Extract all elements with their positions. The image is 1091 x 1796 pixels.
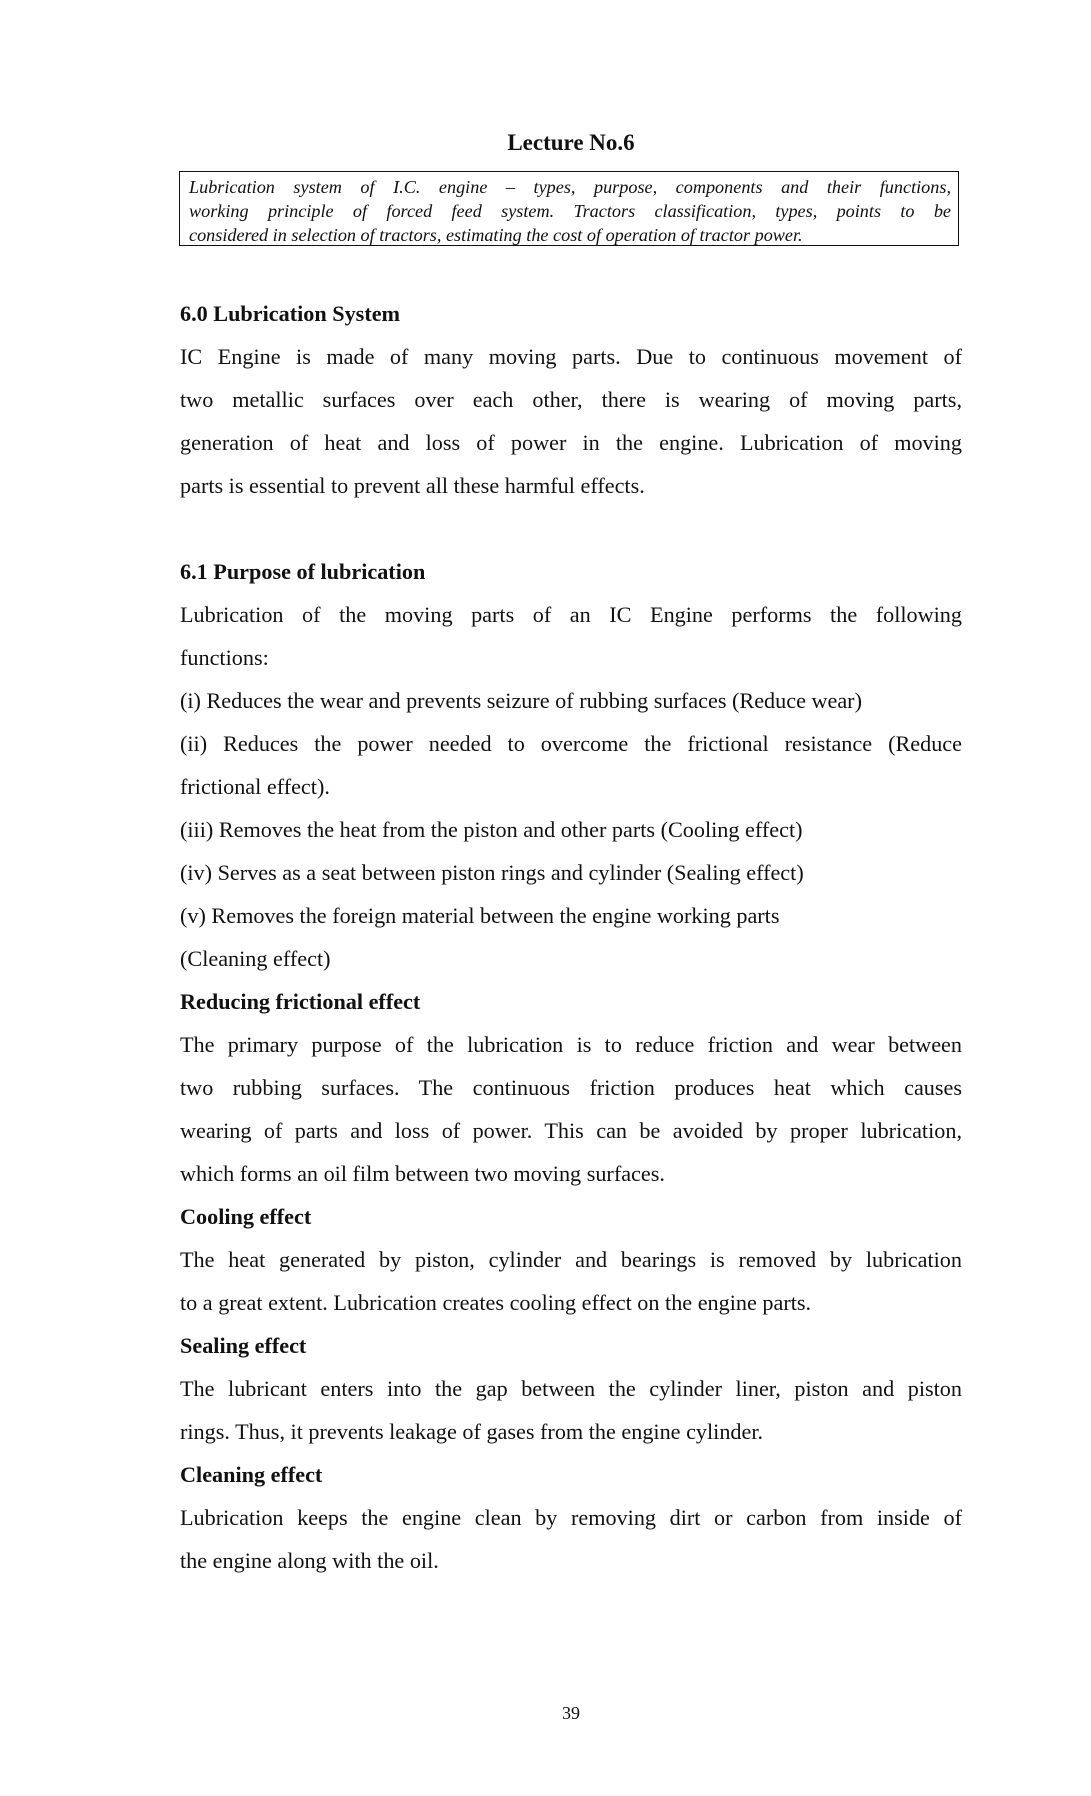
paragraph [180, 1367, 962, 1453]
paragraph-line: The heat generated by piston, cylinder and bearings is removed by lubrication [180, 1247, 962, 1272]
paragraph-line: functions: [180, 645, 269, 670]
paragraph-line: to a great extent. Lubrication creates cooling effect on the engine parts. [180, 1290, 812, 1315]
summary-line: considered in selection of tractors, estimating the cost of operation of tractor power. [189, 225, 803, 245]
paragraph [180, 1496, 962, 1582]
paragraph-line: parts is essential to prevent all these harmful effects. [180, 473, 645, 498]
section-purpose-of-lubrication [180, 550, 962, 980]
list-item [180, 679, 962, 722]
paragraph-line: two rubbing surfaces. The continuous friction produces heat which causes [180, 1075, 962, 1100]
paragraph [180, 335, 962, 507]
paragraph-line: generation of heat and loss of power in the engine. Lubrication of moving [180, 430, 962, 455]
summary-line: working principle of forced feed system. Tractors classification, types, points to be [189, 201, 951, 221]
list-item [180, 851, 962, 894]
paragraph-line: The primary purpose of the lubrication is to reduce friction and wear between [180, 1032, 962, 1057]
list-item-line: (i) Reduces the wear and prevents seizure of rubbing surfaces (Reduce wear) [180, 688, 862, 713]
list-item-line: (iii) Removes the heat from the piston and other parts (Cooling effect) [180, 817, 803, 842]
paragraph-line: The lubricant enters into the gap between the cylinder liner, piston and piston [180, 1376, 962, 1401]
lecture-title: Lecture No.6 [507, 130, 635, 155]
paragraph [180, 1023, 962, 1195]
paragraph-line: rings. Thus, it prevents leakage of gases from the engine cylinder. [180, 1419, 764, 1444]
paragraph-line: Lubrication keeps the engine clean by removing dirt or carbon from inside of [180, 1505, 962, 1530]
subsection-heading: Reducing frictional effect [180, 989, 421, 1014]
paragraph-line: Lubrication of the moving parts of an IC Engine performs the following [180, 602, 962, 627]
spacer [180, 507, 962, 550]
subsection-cleaning-effect [180, 1453, 962, 1582]
subsection-heading: Sealing effect [180, 1333, 307, 1358]
section-lubrication-system [180, 292, 962, 507]
subsection-heading: Cleaning effect [180, 1462, 323, 1487]
paragraph-line: two metallic surfaces over each other, there is wearing of moving parts, [180, 387, 962, 412]
paragraph [180, 1238, 962, 1324]
list-item-line: (ii) Reduces the power needed to overcome the frictional resistance (Reduce [180, 731, 962, 756]
subsection-heading: Cooling effect [180, 1204, 312, 1229]
list-item [180, 894, 962, 980]
list-item-line: (iv) Serves as a seat between piston rings and cylinder (Sealing effect) [180, 860, 804, 885]
subsection-reducing-frictional-effect [180, 980, 962, 1195]
paragraph-line: IC Engine is made of many moving parts. Due to continuous movement of [180, 344, 962, 369]
list-item-line: frictional effect). [180, 774, 330, 799]
list-item [180, 808, 962, 851]
paragraph [180, 593, 962, 679]
paragraph-line: the engine along with the oil. [180, 1548, 439, 1573]
subsection-sealing-effect [180, 1324, 962, 1453]
document-body [180, 292, 962, 1582]
page-number: 39 [562, 1703, 580, 1723]
paragraph-line: wearing of parts and loss of power. This can be avoided by proper lubrication, [180, 1118, 962, 1143]
section-heading: 6.1 Purpose of lubrication [180, 559, 426, 584]
list-item [180, 722, 962, 808]
functions-list [180, 679, 962, 980]
summary-line: Lubrication system of I.C. engine – types, purpose, components and their functions, [189, 177, 951, 197]
section-heading: 6.0 Lubrication System [180, 301, 401, 326]
list-item-line: (v) Removes the foreign material between the engine working parts [180, 903, 780, 928]
paragraph-line: which forms an oil film between two moving surfaces. [180, 1161, 665, 1186]
lecture-summary-box [179, 171, 959, 246]
list-item-line: (Cleaning effect) [180, 946, 331, 971]
subsection-cooling-effect [180, 1195, 962, 1324]
